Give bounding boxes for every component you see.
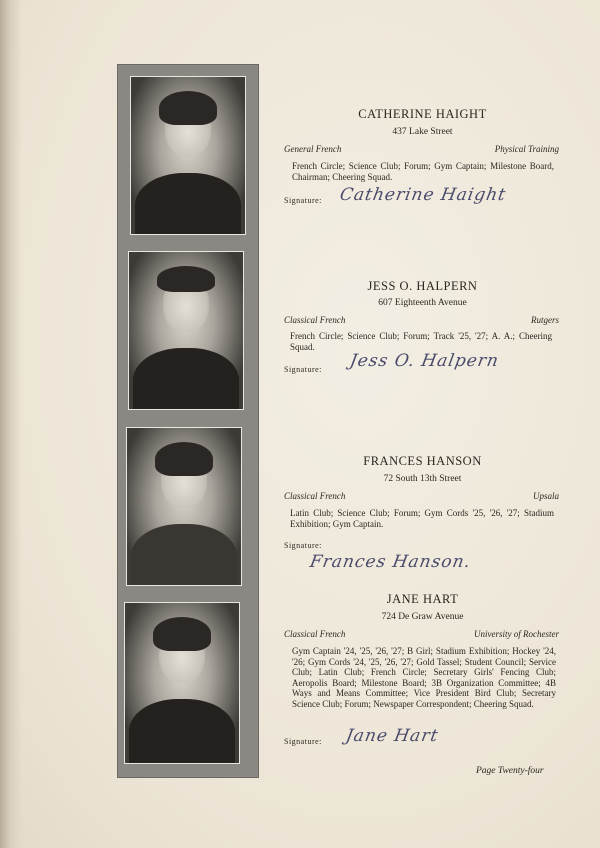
signature-label: Signature: xyxy=(284,196,322,205)
student-signature: Catherine Haight xyxy=(338,185,508,205)
student-address: 607 Eighteenth Avenue xyxy=(378,298,467,308)
student-course: Classical French xyxy=(284,629,346,639)
student-activities: French Circle; Science Club; Forum; Track '25, '27; A. A.; Cheering Squad. xyxy=(290,331,552,352)
student-activities: Latin Club; Science Club; Forum; Gym Cords '25, '26, '27; Stadium Exhibition; Gym Captain. xyxy=(290,508,554,529)
student-name: FRANCES HANSON xyxy=(363,454,482,468)
student-college: University of Rochester xyxy=(474,629,559,639)
student-address: 724 De Graw Avenue xyxy=(381,612,464,622)
student-course: General French xyxy=(284,144,342,154)
student-college: Upsala xyxy=(532,491,559,501)
student-name: JESS O. HALPERN xyxy=(367,279,478,293)
student-name: CATHERINE HAIGHT xyxy=(358,107,487,121)
portrait-jane-hart xyxy=(124,602,240,764)
portrait-strip xyxy=(117,64,259,778)
portrait-hair xyxy=(157,266,215,292)
page-number: Page Twenty-four xyxy=(476,766,544,776)
portrait-hair xyxy=(159,91,217,125)
signature-label: Signature: xyxy=(284,737,322,746)
student-course: Classical French xyxy=(284,315,346,325)
portrait-jess-halpern xyxy=(128,251,244,410)
signature-label: Signature: xyxy=(284,541,322,550)
student-signature: Jess O. Halpern xyxy=(348,351,501,371)
portrait-body xyxy=(133,348,239,410)
student-college: Physical Training xyxy=(494,144,559,154)
student-signature: Frances Hanson. xyxy=(308,552,473,572)
student-activities: French Circle; Science Club; Forum; Gym Captain; Milestone Board, Chairman; Cheering Squad. xyxy=(292,161,554,182)
student-course: Classical French xyxy=(284,491,346,501)
student-college: Rutgers xyxy=(531,315,559,325)
portrait-body xyxy=(129,699,235,764)
portrait-hair xyxy=(153,617,211,651)
student-address: 72 South 13th Street xyxy=(383,474,462,484)
student-activities: Gym Captain '24, '25, '26, '27; B Girl; Stadium Exhibition; Hockey '24, '26; Gym Cords '24, '25, '26, '27; Gold Tassel; Student Council; Service Club; Latin Club; French Circle; Secretary Girls' Fencing Club; Aeropolis Board; Milestone Board; 3B Organization Committee; 4B Ways and Means Committee; Vice President Bird Club; Secretary Science Club; Forum; Newspaper Correspondent; Cheering Squad. xyxy=(292,646,556,709)
portrait-catherine-haight xyxy=(130,76,246,235)
portrait-frances-hanson xyxy=(126,427,242,586)
signature-label: Signature: xyxy=(284,365,322,374)
portrait-body xyxy=(135,173,241,235)
student-address: 437 Lake Street xyxy=(392,127,453,137)
book-spine-shadow xyxy=(0,0,22,848)
student-name: JANE HART xyxy=(386,592,459,606)
student-signature: Jane Hart xyxy=(344,726,441,746)
portrait-body xyxy=(131,524,237,586)
portrait-hair xyxy=(155,442,213,476)
